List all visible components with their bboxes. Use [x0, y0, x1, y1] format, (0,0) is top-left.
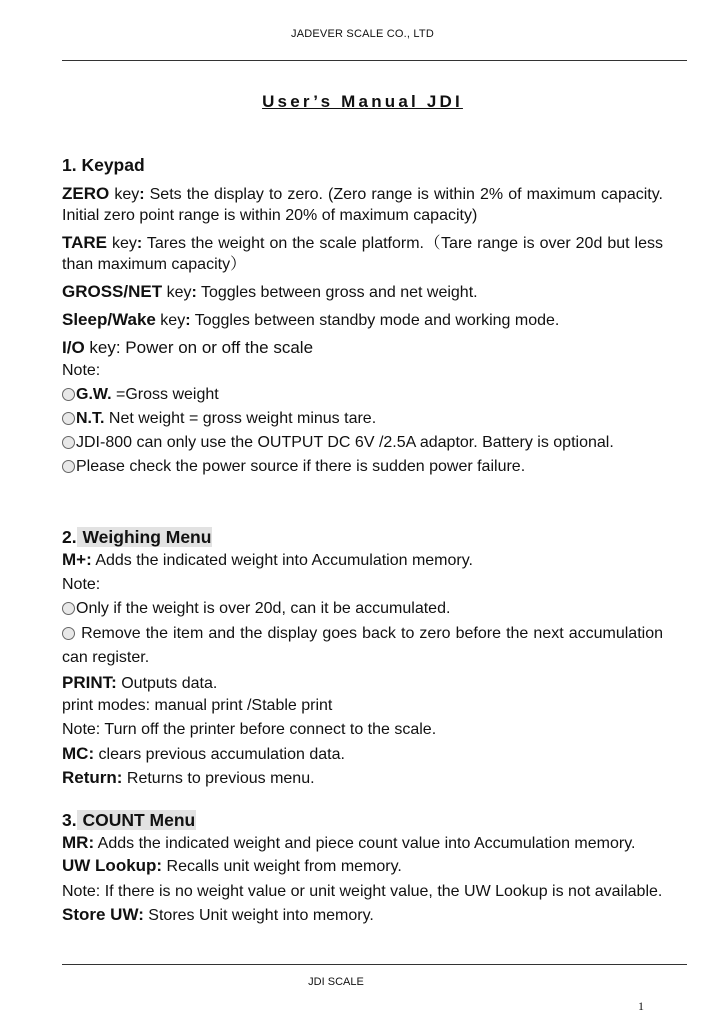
return-description: Return: Returns to previous menu.: [62, 768, 315, 787]
uw-lookup-note: Note: If there is no weight value or unit weight value, the UW Lookup is not available.: [62, 883, 663, 900]
document-body: [62, 154, 663, 926]
key-label: Return:: [62, 768, 123, 787]
zero-key-description: ZERO key: Sets the display to zero. (Zero range is within 2% of maximum capacity. Initial zero point range is within 20% of maximum capacity): [62, 184, 663, 224]
circle-bullet-icon: [62, 388, 75, 401]
circle-bullet-icon: [62, 412, 75, 425]
tare-key-description: TARE key: Tares the weight on the scale platform.（Tare range is over 20d but less than maximum capacity）: [62, 233, 663, 273]
section-2-heading: 2. Weighing Menu: [62, 527, 212, 547]
key-label: TARE: [62, 233, 108, 252]
header-divider: [62, 60, 687, 61]
bullet-net-weight: N.T. Net weight = gross weight minus tare.: [62, 408, 663, 429]
circle-bullet-icon: [62, 436, 75, 449]
gross-net-key-description: GROSS/NET key: Toggles between gross and net weight.: [62, 282, 478, 301]
io-key-description: I/O key: Power on or off the scale: [62, 338, 314, 357]
mr-description: MR: Adds the indicated weight and piece count value into Accumulation memory.: [62, 833, 636, 852]
printer-note: Note: Turn off the printer before connect to the scale.: [62, 721, 437, 738]
key-label: Store UW:: [62, 905, 144, 924]
circle-bullet-icon: [62, 602, 75, 615]
key-label: I/O: [62, 338, 85, 357]
circle-bullet-icon: [62, 460, 75, 473]
mc-description: MC: clears previous accumulation data.: [62, 744, 345, 763]
print-description: PRINT: Outputs data.: [62, 673, 218, 692]
page-number: 1: [638, 999, 644, 1013]
store-uw-description: Store UW: Stores Unit weight into memory.: [62, 905, 374, 924]
note-label: Note:: [62, 576, 101, 593]
key-label: M+:: [62, 550, 92, 569]
m-plus-description: M+: Adds the indicated weight into Accumulation memory.: [62, 550, 473, 569]
key-label: Sleep/Wake: [62, 310, 156, 329]
uw-lookup-description: UW Lookup: Recalls unit weight from memory.: [62, 856, 402, 875]
print-modes: print modes: manual print /Stable print: [62, 697, 333, 714]
section-1-heading: 1. Keypad: [62, 155, 145, 175]
sleep-wake-key-description: Sleep/Wake key: Toggles between standby mode and working mode.: [62, 310, 560, 329]
key-label: ZERO: [62, 184, 110, 203]
key-label: GROSS/NET: [62, 282, 163, 301]
circle-bullet-icon: [62, 627, 75, 640]
key-label: UW Lookup:: [62, 856, 163, 875]
note-label: Note:: [62, 362, 101, 379]
bullet-remove-item: Remove the item and the display goes back to zero before the next accumulation can register.: [62, 625, 663, 666]
page-footer: JDI SCALE: [308, 976, 364, 988]
document-title: User’s Manual JDI: [262, 92, 463, 111]
key-label: MC:: [62, 744, 95, 763]
section-3-heading: 3. COUNT Menu: [62, 810, 196, 830]
bullet-adaptor: JDI-800 can only use the OUTPUT DC 6V /2.5A adaptor. Battery is optional.: [62, 432, 663, 453]
footer-divider: [62, 964, 687, 965]
key-label: PRINT:: [62, 673, 117, 692]
bullet-gross-weight: G.W. =Gross weight: [62, 384, 663, 405]
key-label: MR:: [62, 833, 95, 852]
bullet-accumulate-condition: Only if the weight is over 20d, can it be accumulated.: [62, 598, 663, 619]
bullet-power-source: Please check the power source if there is sudden power failure.: [62, 456, 663, 477]
page-header: JADEVER SCALE CO., LTD: [291, 28, 434, 40]
